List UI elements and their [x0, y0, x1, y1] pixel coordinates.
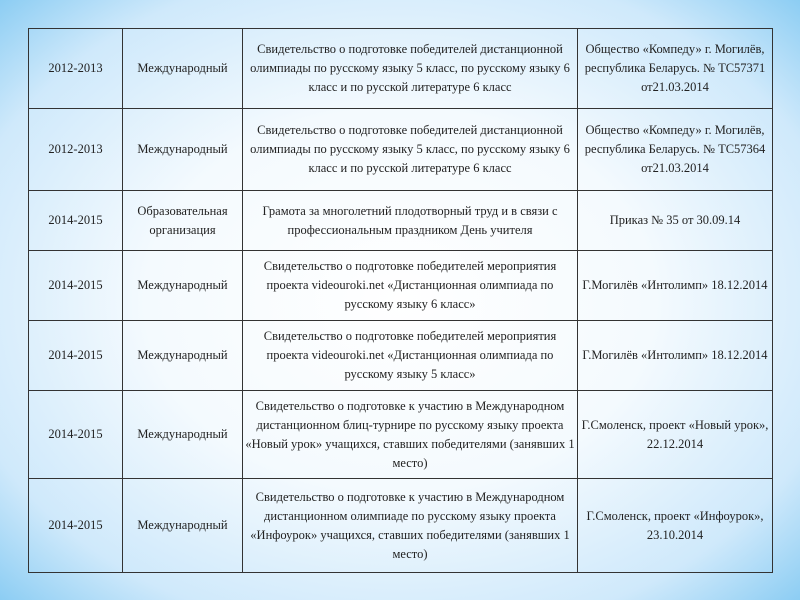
table-row	[29, 321, 773, 391]
year-cell: 2014-2015	[29, 479, 123, 573]
table-row	[29, 391, 773, 479]
award-title-cell: Свидетельство о подготовке к участию в Международном дистанционном блиц-турнире по русскому языку проекта «Новый урок» учащихся, ставших победителями (занявших 1 место)	[243, 391, 578, 479]
level-cell: Международный	[123, 251, 243, 321]
issuer-cell: Г.Смоленск, проект «Инфоурок», 23.10.2014	[578, 479, 773, 573]
table-row	[29, 191, 773, 251]
issuer-cell: Общество «Компеду» г. Могилёв, республика Беларусь. № ТС57364 от21.03.2014	[578, 109, 773, 191]
level-cell: Международный	[123, 321, 243, 391]
year-cell: 2014-2015	[29, 391, 123, 479]
level-cell: Международный	[123, 109, 243, 191]
year-cell: 2014-2015	[29, 251, 123, 321]
year-cell: 2012-2013	[29, 29, 123, 109]
level-cell: Международный	[123, 479, 243, 573]
level-cell: Международный	[123, 29, 243, 109]
year-cell: 2012-2013	[29, 109, 123, 191]
award-title-cell: Свидетельство о подготовке победителей мероприятия проекта videouroki.net «Дистанционная олимпиада по русскому языку 5 класс»	[243, 321, 578, 391]
table-row	[29, 109, 773, 191]
award-title-cell: Свидетельство о подготовке к участию в Международном дистанционном олимпиаде по русскому языку проекта «Инфоурок» учащихся, ставших победителями (занявших 1 место)	[243, 479, 578, 573]
award-title-cell: Свидетельство о подготовке победителей мероприятия проекта videouroki.net «Дистанционная олимпиада по русскому языку 6 класс»	[243, 251, 578, 321]
award-title-cell: Грамота за многолетний плодотворный труд и в связи с профессиональным праздником День учителя	[243, 191, 578, 251]
level-cell: Образовательная организация	[123, 191, 243, 251]
issuer-cell: Общество «Компеду» г. Могилёв, республика Беларусь. № ТС57371 от21.03.2014	[578, 29, 773, 109]
table-row	[29, 251, 773, 321]
year-cell: 2014-2015	[29, 191, 123, 251]
table-row	[29, 479, 773, 573]
award-title-cell: Свидетельство о подготовке победителей дистанционной олимпиады по русскому языку 5 класс, по русскому языку 6 класс и по русской литературе 6 класс	[243, 29, 578, 109]
table-row	[29, 29, 773, 109]
award-title-cell: Свидетельство о подготовке победителей дистанционной олимпиады по русскому языку 5 класс, по русскому языку 6 класс и по русской литературе 6 класс	[243, 109, 578, 191]
issuer-cell: Г.Смоленск, проект «Новый урок», 22.12.2014	[578, 391, 773, 479]
awards-table	[28, 28, 773, 573]
issuer-cell: Приказ № 35 от 30.09.14	[578, 191, 773, 251]
year-cell: 2014-2015	[29, 321, 123, 391]
issuer-cell: Г.Могилёв «Интолимп» 18.12.2014	[578, 251, 773, 321]
level-cell: Международный	[123, 391, 243, 479]
issuer-cell: Г.Могилёв «Интолимп» 18.12.2014	[578, 321, 773, 391]
